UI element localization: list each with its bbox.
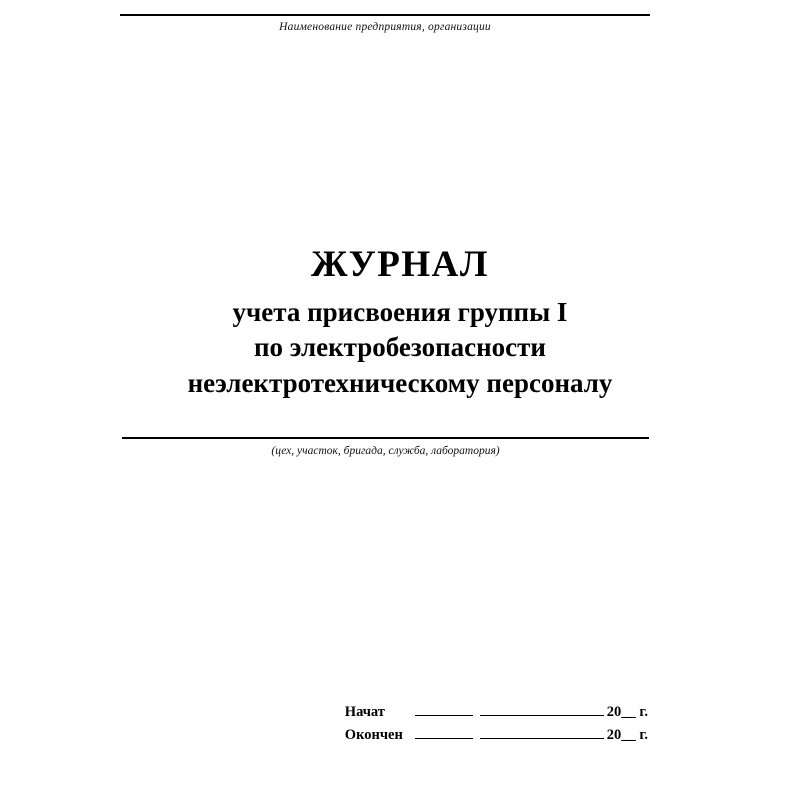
finished-label: Окончен [344,726,403,743]
started-month-blank [480,715,604,716]
started-year: 20__ г. [606,704,648,721]
title-subtitle-line-3: неэлектротехническому персоналу [187,368,613,399]
subdivision-block [122,437,649,457]
started-label: Начат [344,704,385,721]
title-subtitle-line-1: учета присвоения группы I [232,296,568,327]
dates-block [345,701,648,746]
organization-caption: Наименование предприятия, организации [279,21,491,33]
title-block [0,246,800,402]
finished-year: 20__ г. [606,726,648,743]
title-subtitle-line-2: по электробезопасности [253,332,546,363]
finished-row [345,724,648,746]
subdivision-caption: (цех, участок, бригада, служба, лаборатория) [271,445,500,457]
subdivision-rule [122,437,649,439]
organization-block [120,14,650,33]
title-subtitle [0,295,800,402]
started-row [345,701,648,723]
finished-month-blank [480,738,604,739]
finished-day-blank [415,738,473,739]
organization-rule [120,14,650,16]
started-day-blank [415,715,473,716]
page-title: ЖУРНАЛ [311,244,489,285]
